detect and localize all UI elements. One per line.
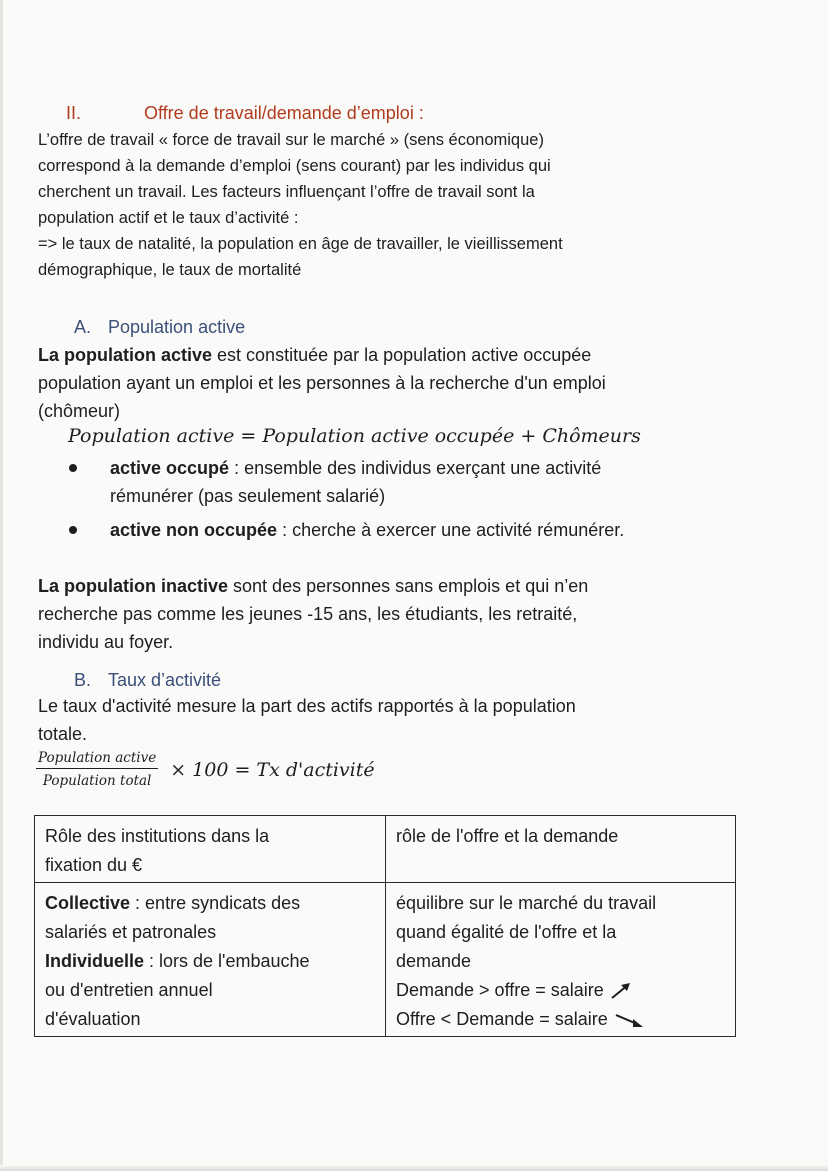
inactive-text: recherche pas comme les jeunes -15 ans, les étudiants, les retraité, bbox=[38, 604, 578, 624]
cell-text: demande bbox=[396, 951, 472, 971]
fraction bbox=[36, 750, 158, 789]
cell-text: d'évaluation bbox=[45, 1009, 141, 1029]
definition-term: La population active bbox=[38, 345, 213, 365]
fraction-result: × 100 = Tx d'activité bbox=[170, 758, 375, 781]
cell-text: Demande > offre = salaire bbox=[396, 980, 604, 1000]
cell-text: Rôle des institutions dans la bbox=[45, 826, 270, 846]
table-cell bbox=[386, 883, 736, 1037]
intro-line: => le taux de natalité, la population en âge de travailler, le vieillissement bbox=[38, 235, 563, 253]
table-row bbox=[35, 883, 736, 1037]
bullet-list bbox=[60, 454, 780, 550]
cell-term: Collective bbox=[45, 893, 131, 913]
list-item bbox=[60, 516, 780, 544]
cell-text: : lors de l'embauche bbox=[144, 951, 310, 971]
subsection-b-heading bbox=[74, 670, 221, 691]
bullet-term: active occupé bbox=[110, 458, 230, 478]
inactive-text: individu au foyer. bbox=[38, 632, 174, 652]
intro-line: L’offre de travail « force de travail sur le marché » (sens économique) bbox=[38, 131, 544, 149]
intro-line: population actif et le taux d’activité : bbox=[38, 209, 299, 227]
bullet-icon bbox=[69, 526, 77, 534]
cell-text: rôle de l'offre et la demande bbox=[396, 826, 619, 846]
cell-text: : entre syndicats des bbox=[130, 893, 301, 913]
bullet-text: rémunérer (pas seulement salarié) bbox=[110, 486, 386, 506]
cell-term: Individuelle bbox=[45, 951, 145, 971]
cell-text: équilibre sur le marché du travail bbox=[396, 893, 657, 913]
cell-text: ou d'entretien annuel bbox=[45, 980, 213, 1000]
bullet-text: : ensemble des individus exerçant une activité bbox=[229, 458, 602, 478]
section-heading bbox=[66, 103, 424, 124]
bullet-icon bbox=[69, 464, 77, 472]
page-edge bbox=[0, 0, 3, 1171]
cell-text: Offre < Demande = salaire bbox=[396, 1009, 608, 1029]
definition-text: Le taux d'activité mesure la part des actifs rapportés à la population bbox=[38, 696, 576, 716]
intro-line: correspond à la demande d’emploi (sens courant) par les individus qui bbox=[38, 157, 551, 175]
intro-line: démographique, le taux de mortalité bbox=[38, 261, 302, 279]
subsection-a-letter: A. bbox=[74, 317, 92, 337]
inactive-term: La population inactive bbox=[38, 576, 229, 596]
page-shadow bbox=[0, 1165, 828, 1171]
fraction-numerator: Population active bbox=[36, 750, 158, 769]
definition-text: (chômeur) bbox=[38, 401, 121, 421]
section-number: II. bbox=[66, 103, 82, 123]
taux-activite-formula bbox=[36, 750, 375, 789]
institutions-table bbox=[34, 815, 736, 1037]
inactive-text: sont des personnes sans emplois et qui n’en bbox=[228, 576, 589, 596]
taux-activite-definition bbox=[38, 692, 798, 748]
arrow-down-icon bbox=[613, 1010, 645, 1030]
subsection-b-letter: B. bbox=[74, 670, 92, 690]
cell-text: fixation du € bbox=[45, 855, 143, 875]
subsection-a-title: Population active bbox=[108, 317, 246, 337]
list-item bbox=[60, 454, 780, 510]
bullet-text: : cherche à exercer une activité rémunérer. bbox=[277, 520, 625, 540]
subsection-b-title: Taux d’activité bbox=[108, 670, 222, 690]
fraction-denominator: Population total bbox=[42, 773, 152, 789]
population-inactive-paragraph bbox=[38, 572, 798, 656]
table-row bbox=[35, 816, 736, 883]
cell-text: quand égalité de l'offre et la bbox=[396, 922, 617, 942]
subsection-a-heading bbox=[74, 317, 245, 338]
arrow-up-icon bbox=[609, 981, 633, 1001]
table-header-cell bbox=[35, 816, 386, 883]
cell-text: salariés et patronales bbox=[45, 922, 217, 942]
population-active-formula: Population active = Population active occupée + Chômeurs bbox=[68, 425, 641, 447]
population-active-definition bbox=[38, 341, 798, 425]
definition-text: population ayant un emploi et les personnes à la recherche d'un emploi bbox=[38, 373, 606, 393]
definition-text: totale. bbox=[38, 724, 88, 744]
section-title: Offre de travail/demande d’emploi : bbox=[144, 103, 424, 123]
intro-line: cherchent un travail. Les facteurs influençant l’offre de travail sont la bbox=[38, 183, 535, 201]
table-cell bbox=[35, 883, 386, 1037]
definition-text: est constituée par la population active occupée bbox=[212, 345, 592, 365]
intro-paragraph bbox=[38, 127, 798, 283]
table-header-cell bbox=[386, 816, 736, 883]
bullet-term: active non occupée bbox=[110, 520, 278, 540]
